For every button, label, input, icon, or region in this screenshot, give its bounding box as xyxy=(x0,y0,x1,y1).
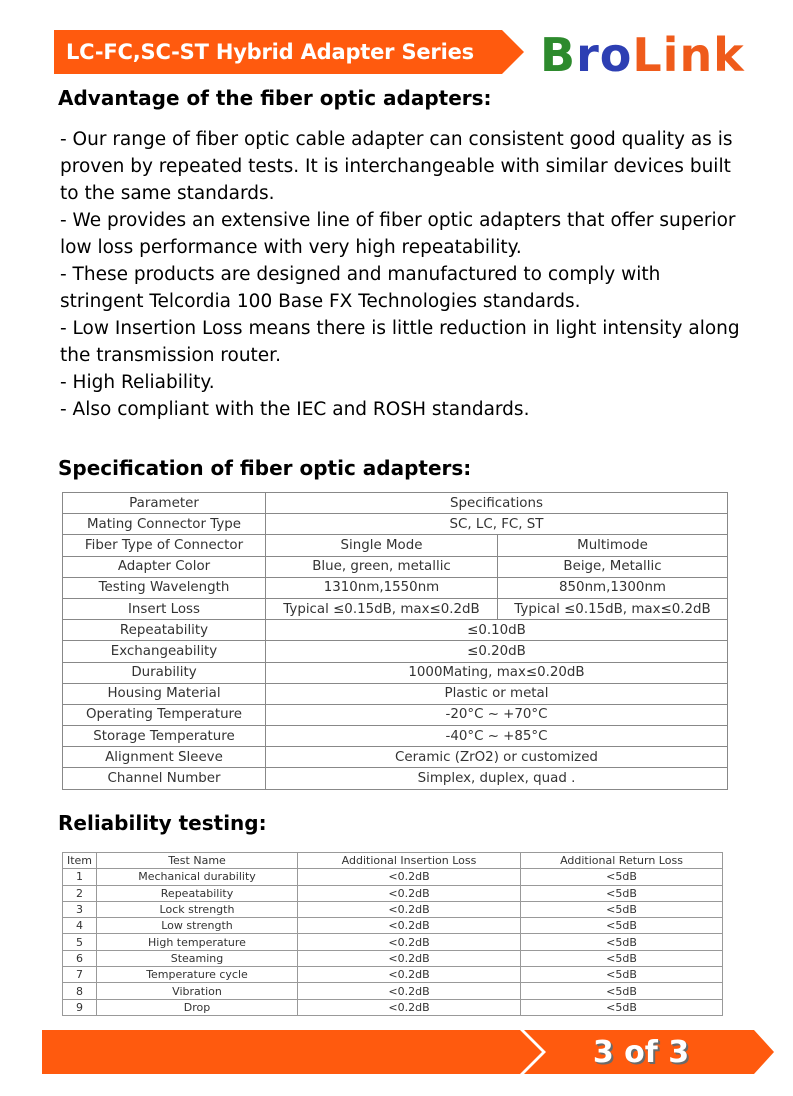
spec-param: Insert Loss xyxy=(63,598,266,619)
spec-header-parameter: Parameter xyxy=(63,493,266,514)
table-row xyxy=(63,901,723,917)
column-header-insertion-loss: Additional Insertion Loss xyxy=(298,853,521,869)
spec-value: 1000Mating, max≤0.20dB xyxy=(266,662,728,683)
spec-param: Housing Material xyxy=(63,683,266,704)
spec-value-multimode: Beige, Metallic xyxy=(498,556,728,577)
spec-param: Exchangeability xyxy=(63,641,266,662)
spec-value-multimode: Multimode xyxy=(498,535,728,556)
insertion-loss: <0.2dB xyxy=(298,967,521,983)
spec-param: Durability xyxy=(63,662,266,683)
spec-value-single-mode: 1310nm,1550nm xyxy=(266,577,498,598)
insertion-loss: <0.2dB xyxy=(298,918,521,934)
spec-param: Storage Temperature xyxy=(63,726,266,747)
spec-row xyxy=(63,577,728,598)
spec-value: -40°C ~ +85°C xyxy=(266,726,728,747)
reliability-header-row xyxy=(63,853,723,869)
test-name: Vibration xyxy=(97,983,298,999)
spec-value: -20°C ~ +70°C xyxy=(266,704,728,725)
test-name: Repeatability xyxy=(97,885,298,901)
insertion-loss: <0.2dB xyxy=(298,983,521,999)
spec-header-row xyxy=(63,493,728,514)
spec-row xyxy=(63,747,728,768)
spec-value: ≤0.10dB xyxy=(266,620,728,641)
advantage-item: - Low Insertion Loss means there is little reduction in light intensity along the transmission router. xyxy=(60,318,740,366)
spec-value-multimode: 850nm,1300nm xyxy=(498,577,728,598)
insertion-loss: <0.2dB xyxy=(298,950,521,966)
spec-row xyxy=(63,535,728,556)
spec-value-single-mode: Typical ≤0.15dB, max≤0.2dB xyxy=(266,598,498,619)
return-loss: <5dB xyxy=(521,983,723,999)
item-number: 2 xyxy=(63,885,97,901)
table-row xyxy=(63,967,723,983)
spec-row xyxy=(63,514,728,535)
table-row xyxy=(63,869,723,885)
return-loss: <5dB xyxy=(521,885,723,901)
table-row xyxy=(63,983,723,999)
advantage-item: - Our range of fiber optic cable adapter can consistent good quality as is proven by repeated tests. It is interchangeable with similar devices built to the same standards. xyxy=(60,129,733,204)
table-row xyxy=(63,885,723,901)
spec-value-single-mode: Blue, green, metallic xyxy=(266,556,498,577)
insertion-loss: <0.2dB xyxy=(298,869,521,885)
spec-row xyxy=(63,683,728,704)
spec-param: Testing Wavelength xyxy=(63,577,266,598)
advantages-heading: Advantage of the fiber optic adapters: xyxy=(58,86,492,110)
spec-value: Ceramic (ZrO2) or customized xyxy=(266,747,728,768)
page-number: 3 of 3 xyxy=(592,1035,690,1070)
column-header-return-loss: Additional Return Loss xyxy=(521,853,723,869)
test-name: Lock strength xyxy=(97,901,298,917)
advantages-list xyxy=(60,126,740,423)
document-title: LC-FC,SC-ST Hybrid Adapter Series xyxy=(66,40,474,64)
spec-value: Plastic or metal xyxy=(266,683,728,704)
spec-row xyxy=(63,620,728,641)
spec-row xyxy=(63,768,728,789)
advantage-item: - Also compliant with the IEC and ROSH standards. xyxy=(60,399,530,420)
test-name: Mechanical durability xyxy=(97,869,298,885)
item-number: 9 xyxy=(63,999,97,1015)
spec-value-multimode: Typical ≤0.15dB, max≤0.2dB xyxy=(498,598,728,619)
spec-row xyxy=(63,704,728,725)
spec-param: Repeatability xyxy=(63,620,266,641)
spec-param: Adapter Color xyxy=(63,556,266,577)
logo-letter-b: B xyxy=(540,28,577,82)
item-number: 6 xyxy=(63,950,97,966)
item-number: 8 xyxy=(63,983,97,999)
spec-param: Alignment Sleeve xyxy=(63,747,266,768)
item-number: 5 xyxy=(63,934,97,950)
item-number: 3 xyxy=(63,901,97,917)
logo-letters-link: Link xyxy=(632,28,745,82)
spec-header-specifications: Specifications xyxy=(266,493,728,514)
item-number: 4 xyxy=(63,918,97,934)
insertion-loss: <0.2dB xyxy=(298,999,521,1015)
test-name: Drop xyxy=(97,999,298,1015)
spec-param: Fiber Type of Connector xyxy=(63,535,266,556)
test-name: Low strength xyxy=(97,918,298,934)
insertion-loss: <0.2dB xyxy=(298,901,521,917)
return-loss: <5dB xyxy=(521,901,723,917)
spec-param: Channel Number xyxy=(63,768,266,789)
logo-letters-ro: ro xyxy=(576,28,633,82)
spec-value: ≤0.20dB xyxy=(266,641,728,662)
test-name: High temperature xyxy=(97,934,298,950)
spec-value: Simplex, duplex, quad . xyxy=(266,768,728,789)
table-row xyxy=(63,918,723,934)
advantage-item: - These products are designed and manufactured to comply with stringent Telcordia 100 Base FX Technologies standards. xyxy=(60,264,661,312)
return-loss: <5dB xyxy=(521,869,723,885)
reliability-heading: Reliability testing: xyxy=(58,811,267,835)
spec-row xyxy=(63,641,728,662)
item-number: 1 xyxy=(63,869,97,885)
return-loss: <5dB xyxy=(521,967,723,983)
return-loss: <5dB xyxy=(521,950,723,966)
spec-row xyxy=(63,598,728,619)
item-number: 7 xyxy=(63,967,97,983)
table-row xyxy=(63,934,723,950)
brolink-logo xyxy=(540,28,745,82)
specification-heading: Specification of fiber optic adapters: xyxy=(58,456,472,480)
spec-param: Operating Temperature xyxy=(63,704,266,725)
return-loss: <5dB xyxy=(521,918,723,934)
footer-bar-left xyxy=(42,1030,542,1074)
spec-row xyxy=(63,726,728,747)
spec-row xyxy=(63,556,728,577)
spec-value-single-mode: Single Mode xyxy=(266,535,498,556)
table-row xyxy=(63,999,723,1015)
insertion-loss: <0.2dB xyxy=(298,934,521,950)
insertion-loss: <0.2dB xyxy=(298,885,521,901)
column-header-item: Item xyxy=(63,853,97,869)
spec-value: SC, LC, FC, ST xyxy=(266,514,728,535)
spec-param: Mating Connector Type xyxy=(63,514,266,535)
table-row xyxy=(63,950,723,966)
advantage-item: - High Reliability. xyxy=(60,372,215,393)
reliability-table xyxy=(62,852,723,1016)
advantage-item: - We provides an extensive line of fiber optic adapters that offer superior low loss performance with very high repeatability. xyxy=(60,210,736,258)
header-banner xyxy=(54,30,524,74)
specification-table xyxy=(62,492,728,790)
return-loss: <5dB xyxy=(521,999,723,1015)
return-loss: <5dB xyxy=(521,934,723,950)
spec-row xyxy=(63,662,728,683)
test-name: Steaming xyxy=(97,950,298,966)
column-header-test-name: Test Name xyxy=(97,853,298,869)
test-name: Temperature cycle xyxy=(97,967,298,983)
